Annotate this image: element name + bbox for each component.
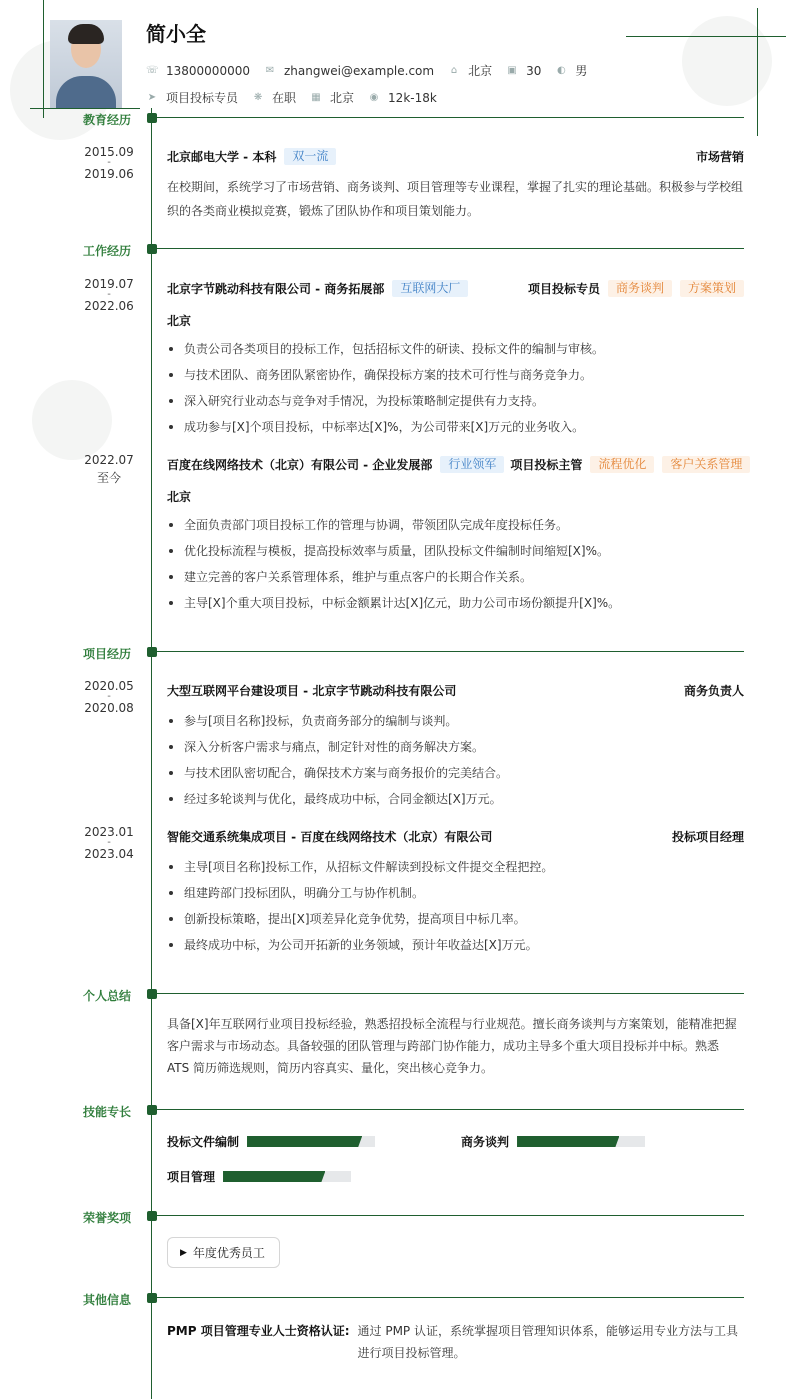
city-item [310,89,354,106]
work-start-date: 2019.07 [84,277,134,291]
list-item: 负责公司各类项目的投标工作，包括招标文件的研读、投标文件的编制与审核。 [167,342,744,368]
list-item: 深入研究行业动态与竞争对手情况，为投标策略制定提供有力支持。 [167,394,744,420]
work-header [167,280,744,297]
section-title-education: 教育经历 [83,113,132,127]
list-item: 与技术团队、商务团队紧密协作，确保投标方案的技术可行性与商务竞争力。 [167,368,744,394]
salary-text: 12k-18k [388,90,437,105]
gender-text: 男 [575,64,588,78]
building-icon: ▦ [311,92,321,103]
age-icon: ▣ [507,65,517,76]
job-city: 北京 [167,490,192,504]
salary-item [368,91,437,105]
list-item: 最终成功中标，为公司开拓新的业务领域，预计年收益达[X]万元。 [167,938,744,964]
timeline-axis [151,108,152,1399]
age-item [506,64,541,78]
section-title-honors: 荣誉奖项 [83,1211,132,1225]
home-icon: ⌂ [450,65,458,76]
skill-name: 项目管理 [167,1170,216,1184]
work-date [70,278,148,312]
education-description: 在校期间，系统学习了市场营销、商务谈判、项目管理等专业课程，掌握了扎实的理论基础。积极参与学校组织的各类商业模拟竞赛，锻炼了团队协作和项目策划能力。 [167,180,744,218]
status-icon: ❋ [253,92,263,103]
section-marker-projects [147,647,157,657]
project-start-date: 2020.05 [84,679,134,693]
section-divider-projects [157,651,744,652]
list-item: 全面负责部门项目投标工作的管理与协调，带领团队完成年度投标任务。 [167,518,744,544]
date-separator: - [107,837,111,848]
role-tag: 客户关系管理 [662,456,750,473]
decorative-circle-left [32,380,112,460]
role-tag: 流程优化 [590,456,654,473]
phone-icon: ☏ [146,65,159,76]
job-role: 项目投标主管 [510,458,583,472]
work-end-date: 2022.06 [84,299,134,313]
section-divider-other [157,1297,744,1298]
section-marker-skills [147,1105,157,1115]
company-name: 百度在线网络技术（北京）有限公司 - 企业发展部 [167,458,433,472]
skill-item [167,1133,375,1150]
section-marker-other [147,1293,157,1303]
location-text: 北京 [468,64,493,78]
project-header [167,828,744,845]
list-item: 深入分析客户需求与痛点，制定针对性的商务解决方案。 [167,740,744,766]
section-marker-education [147,113,157,123]
section-marker-work [147,244,157,254]
education-date [70,146,148,180]
skill-name: 投标文件编制 [167,1135,240,1149]
section-title-summary: 个人总结 [83,989,132,1003]
section-marker-summary [147,989,157,999]
project-name: 大型互联网平台建设项目 - 北京字节跳动科技有限公司 [167,684,457,698]
section-title-projects: 项目经历 [83,647,132,661]
list-item: 组建跨部门投标团队，明确分工与协作机制。 [167,886,744,912]
project-bullet-list [167,860,744,964]
job-bullet-list [167,518,744,622]
section-divider-work [157,248,744,249]
company-tag: 互联网大厂 [392,280,468,297]
section-divider-summary [157,993,744,994]
avatar-body [56,76,116,108]
job-role: 项目投标专员 [527,282,600,296]
section-divider-honors [157,1215,744,1216]
other-info-label: PMP 项目管理专业人士资格认证: [167,1324,350,1338]
phone-item [146,64,250,78]
work-header [167,456,744,473]
mail-icon: ✉ [265,65,275,76]
avatar-hair [68,24,104,44]
skill-bar-fill [517,1136,619,1147]
intent-row [146,89,451,106]
age-text: 30 [526,63,542,78]
list-item: 创新投标策略，提出[X]项差异化竞争优势，提高项目中标几率。 [167,912,744,938]
skill-item [167,1168,351,1185]
list-item: 参与[项目名称]投标，负责商务部分的编制与谈判。 [167,714,744,740]
other-info [167,1320,744,1364]
gender-item [555,62,587,79]
project-end-date: 2020.08 [84,701,134,715]
frame-line-horizontal-right [626,36,786,37]
job-city: 北京 [167,314,192,328]
section-marker-honors [147,1211,157,1221]
section-title-work: 工作经历 [83,244,132,258]
skill-bar [223,1171,351,1182]
skill-bar-fill [223,1171,325,1182]
date-separator: - [107,157,111,168]
skill-name: 商务谈判 [461,1135,510,1149]
honor-label: 年度优秀员工 [192,1246,265,1260]
list-item: 主导[X]个重大项目投标，中标金额累计达[X]亿元，助力公司市场份额提升[X]%。 [167,596,744,622]
list-item: 建立完善的客户关系管理体系，维护与重点客户的长期合作关系。 [167,570,744,596]
skill-item [461,1133,645,1150]
email-item [264,64,434,78]
play-triangle-icon: ▶ [180,1247,187,1258]
project-start-date: 2023.01 [84,825,134,839]
city-text: 北京 [330,91,355,105]
major-name: 市场营销 [695,150,744,164]
project-header [167,682,744,699]
project-date [70,680,148,714]
school-name: 北京邮电大学 - 本科 [167,150,277,164]
gender-icon: ◐ [557,65,566,76]
email-text: zhangwei@example.com [283,63,435,78]
role-tag: 商务谈判 [608,280,672,297]
section-divider-education [157,117,744,118]
candidate-name: 简小全 [146,22,206,46]
section-divider-skills [157,1109,744,1110]
frame-line-horizontal-left [30,108,140,109]
project-role: 投标项目经理 [671,830,744,844]
decorative-circle-top-right [682,16,772,106]
honor-badge[interactable] [167,1237,280,1268]
avatar [50,20,122,108]
other-info-value: 通过 PMP 认证，系统掌握项目管理知识体系，能够运用专业方法与工具进行项目投标管理。 [357,1324,738,1360]
frame-line-vertical-left [43,0,44,118]
project-name: 智能交通系统集成项目 - 百度在线网络技术（北京）有限公司 [167,830,493,844]
location-item [448,62,492,79]
list-item: 经过多轮谈判与优化，最终成功中标，合同金额达[X]万元。 [167,792,744,818]
work-end-date: 至今 [96,471,121,485]
role-tag: 方案策划 [680,280,744,297]
work-start-date: 2022.07 [84,453,134,467]
phone-text: 13800000000 [166,63,250,78]
position-text: 项目投标专员 [166,91,239,105]
work-date [70,454,148,484]
education-header [167,148,744,165]
send-icon: ➤ [147,92,157,103]
section-title-skills: 技能专长 [83,1105,132,1119]
position-item [146,89,238,106]
company-name: 北京字节跳动科技有限公司 - 商务拓展部 [167,282,385,296]
skill-bar-fill [247,1136,362,1147]
company-tag: 行业领军 [440,456,504,473]
salary-icon: ◉ [369,92,379,103]
project-date [70,826,148,860]
education-end-date: 2019.06 [84,167,134,181]
list-item: 主导[项目名称]投标工作，从招标文件解读到投标文件提交全程把控。 [167,860,744,886]
list-item: 优化投标流程与模板，提高投标效率与质量，团队投标文件编制时间缩短[X]%。 [167,544,744,570]
list-item: 成功参与[X]个项目投标，中标率达[X]%，为公司带来[X]万元的业务收入。 [167,420,744,446]
project-role: 商务负责人 [683,684,744,698]
job-bullet-list [167,342,744,446]
date-separator: - [107,691,111,702]
frame-line-vertical-right [757,8,758,136]
contact-row [146,62,601,79]
skill-bar [517,1136,645,1147]
school-tag: 双一流 [284,148,336,165]
summary-text: 具备[X]年互联网行业项目投标经验，熟悉招投标全流程与行业规范。擅长商务谈判与方案策划，能精准把握客户需求与市场动态。具备较强的团队管理与跨部门协作能力，成功主导多个重大项目投标并中标。熟悉 ATS 简历筛选规则，简历内容真实、量化，突出核心竞争力。 [167,1017,737,1075]
project-end-date: 2023.04 [84,847,134,861]
section-title-other: 其他信息 [83,1293,132,1307]
skill-bar [247,1136,375,1147]
date-separator: - [107,289,111,300]
status-item [252,89,296,106]
status-text: 在职 [272,91,297,105]
project-bullet-list [167,714,744,818]
education-start-date: 2015.09 [84,145,134,159]
list-item: 与技术团队密切配合，确保技术方案与商务报价的完美结合。 [167,766,744,792]
